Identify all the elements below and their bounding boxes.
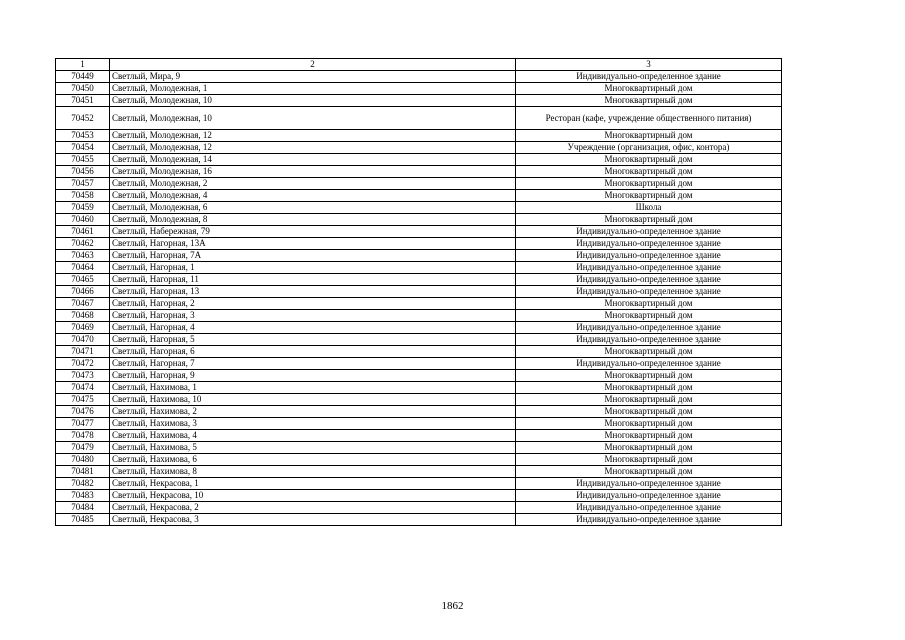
record-number-cell: 70472 (56, 358, 110, 370)
table-row (56, 166, 782, 178)
building-type-cell: Многоквартирный дом (516, 466, 782, 478)
address-cell: Светлый, Нагорная, 4 (110, 322, 516, 334)
record-number-cell: 70450 (56, 83, 110, 95)
table-row (56, 394, 782, 406)
record-number-cell: 70453 (56, 130, 110, 142)
address-cell: Светлый, Нагорная, 5 (110, 334, 516, 346)
table-row (56, 322, 782, 334)
table-row (56, 466, 782, 478)
address-cell: Светлый, Нагорная, 13А (110, 238, 516, 250)
table-row (56, 418, 782, 430)
table-body (56, 59, 782, 526)
record-number-cell: 70465 (56, 274, 110, 286)
page-number: 1862 (441, 600, 464, 612)
address-cell: Светлый, Молодежная, 16 (110, 166, 516, 178)
building-type-cell: Многоквартирный дом (516, 154, 782, 166)
address-cell: Светлый, Нагорная, 7 (110, 358, 516, 370)
address-cell: Светлый, Нагорная, 11 (110, 274, 516, 286)
address-cell: Светлый, Нагорная, 1 (110, 262, 516, 274)
building-type-cell: Многоквартирный дом (516, 130, 782, 142)
record-number-cell: 70449 (56, 71, 110, 83)
building-type-cell: Многоквартирный дом (516, 430, 782, 442)
record-number-cell: 70482 (56, 478, 110, 490)
building-type-cell: Многоквартирный дом (516, 190, 782, 202)
record-number-cell: 70476 (56, 406, 110, 418)
record-number-cell: 70462 (56, 238, 110, 250)
table-row (56, 370, 782, 382)
building-type-cell: Индивидуально-определенное здание (516, 286, 782, 298)
building-type-cell: Школа (516, 202, 782, 214)
address-cell: Светлый, Молодежная, 12 (110, 130, 516, 142)
record-number-cell: 70461 (56, 226, 110, 238)
column-header-2: 2 (110, 59, 516, 71)
address-cell: Светлый, Молодежная, 4 (110, 190, 516, 202)
address-cell: Светлый, Набережная, 79 (110, 226, 516, 238)
building-type-cell: Индивидуально-определенное здание (516, 334, 782, 346)
table-row (56, 310, 782, 322)
building-type-cell: Индивидуально-определенное здание (516, 274, 782, 286)
record-number-cell: 70452 (56, 107, 110, 130)
table-row (56, 262, 782, 274)
table-row (56, 490, 782, 502)
building-type-cell: Индивидуально-определенное здание (516, 358, 782, 370)
table-row (56, 358, 782, 370)
record-number-cell: 70457 (56, 178, 110, 190)
building-type-cell: Многоквартирный дом (516, 442, 782, 454)
address-cell: Светлый, Нагорная, 7А (110, 250, 516, 262)
building-type-cell: Индивидуально-определенное здание (516, 478, 782, 490)
table-row (56, 226, 782, 238)
table-row (56, 406, 782, 418)
address-cell: Светлый, Нахимова, 2 (110, 406, 516, 418)
table-row (56, 382, 782, 394)
building-type-cell: Многоквартирный дом (516, 382, 782, 394)
table-row (56, 298, 782, 310)
table-row (56, 190, 782, 202)
record-number-cell: 70470 (56, 334, 110, 346)
record-number-cell: 70459 (56, 202, 110, 214)
table-row (56, 83, 782, 95)
table-row (56, 454, 782, 466)
address-cell: Светлый, Нахимова, 3 (110, 418, 516, 430)
address-cell: Светлый, Молодежная, 14 (110, 154, 516, 166)
record-number-cell: 70454 (56, 142, 110, 154)
record-number-cell: 70460 (56, 214, 110, 226)
building-type-cell: Индивидуально-определенное здание (516, 250, 782, 262)
record-number-cell: 70458 (56, 190, 110, 202)
record-number-cell: 70477 (56, 418, 110, 430)
building-type-cell: Многоквартирный дом (516, 83, 782, 95)
address-cell: Светлый, Молодежная, 1 (110, 83, 516, 95)
address-cell: Светлый, Нахимова, 10 (110, 394, 516, 406)
record-number-cell: 70467 (56, 298, 110, 310)
table-row (56, 95, 782, 107)
table-row (56, 202, 782, 214)
table-row (56, 154, 782, 166)
address-cell: Светлый, Нахимова, 1 (110, 382, 516, 394)
building-type-cell: Многоквартирный дом (516, 406, 782, 418)
address-cell: Светлый, Нагорная, 6 (110, 346, 516, 358)
table-row (56, 214, 782, 226)
address-cell: Светлый, Молодежная, 8 (110, 214, 516, 226)
table-row (56, 130, 782, 142)
building-type-cell: Индивидуально-определенное здание (516, 490, 782, 502)
building-type-cell: Многоквартирный дом (516, 370, 782, 382)
address-cell: Светлый, Нагорная, 2 (110, 298, 516, 310)
building-type-cell: Индивидуально-определенное здание (516, 322, 782, 334)
address-cell: Светлый, Некрасова, 10 (110, 490, 516, 502)
address-cell: Светлый, Молодежная, 6 (110, 202, 516, 214)
record-number-cell: 70475 (56, 394, 110, 406)
building-type-cell: Индивидуально-определенное здание (516, 502, 782, 514)
address-cell: Светлый, Нахимова, 5 (110, 442, 516, 454)
table-row (56, 274, 782, 286)
building-type-cell: Многоквартирный дом (516, 310, 782, 322)
building-type-cell: Ресторан (кафе, учреждение общественного питания) (516, 107, 782, 130)
table-row (56, 286, 782, 298)
building-type-cell: Многоквартирный дом (516, 454, 782, 466)
building-type-cell: Индивидуально-определенное здание (516, 238, 782, 250)
building-type-cell: Многоквартирный дом (516, 298, 782, 310)
record-number-cell: 70484 (56, 502, 110, 514)
property-table (55, 58, 782, 526)
address-cell: Светлый, Молодежная, 12 (110, 142, 516, 154)
column-header-1: 1 (56, 59, 110, 71)
column-header-3: 3 (516, 59, 782, 71)
record-number-cell: 70485 (56, 514, 110, 526)
record-number-cell: 70463 (56, 250, 110, 262)
address-cell: Светлый, Нахимова, 6 (110, 454, 516, 466)
table-row (56, 334, 782, 346)
address-cell: Светлый, Нахимова, 4 (110, 430, 516, 442)
building-type-cell: Многоквартирный дом (516, 394, 782, 406)
record-number-cell: 70464 (56, 262, 110, 274)
record-number-cell: 70466 (56, 286, 110, 298)
record-number-cell: 70468 (56, 310, 110, 322)
record-number-cell: 70479 (56, 442, 110, 454)
building-type-cell: Индивидуально-определенное здание (516, 226, 782, 238)
address-cell: Светлый, Некрасова, 2 (110, 502, 516, 514)
record-number-cell: 70478 (56, 430, 110, 442)
address-cell: Светлый, Некрасова, 1 (110, 478, 516, 490)
table-row (56, 346, 782, 358)
building-type-cell: Многоквартирный дом (516, 214, 782, 226)
record-number-cell: 70474 (56, 382, 110, 394)
record-number-cell: 70455 (56, 154, 110, 166)
record-number-cell: 70471 (56, 346, 110, 358)
building-type-cell: Многоквартирный дом (516, 418, 782, 430)
building-type-cell: Индивидуально-определенное здание (516, 262, 782, 274)
record-number-cell: 70473 (56, 370, 110, 382)
building-type-cell: Многоквартирный дом (516, 178, 782, 190)
building-type-cell: Многоквартирный дом (516, 166, 782, 178)
address-cell: Светлый, Молодежная, 10 (110, 95, 516, 107)
table-row (56, 142, 782, 154)
table-header-row (56, 59, 782, 71)
address-cell: Светлый, Нахимова, 8 (110, 466, 516, 478)
building-type-cell: Индивидуально-определенное здание (516, 514, 782, 526)
record-number-cell: 70469 (56, 322, 110, 334)
address-cell: Светлый, Молодежная, 10 (110, 107, 516, 130)
building-type-cell: Учреждение (организация, офис, контора) (516, 142, 782, 154)
building-type-cell: Многоквартирный дом (516, 346, 782, 358)
record-number-cell: 70456 (56, 166, 110, 178)
address-cell: Светлый, Молодежная, 2 (110, 178, 516, 190)
table-row (56, 442, 782, 454)
building-type-cell: Индивидуально-определенное здание (516, 71, 782, 83)
table-row (56, 107, 782, 130)
address-cell: Светлый, Нагорная, 3 (110, 310, 516, 322)
address-cell: Светлый, Нагорная, 9 (110, 370, 516, 382)
record-number-cell: 70481 (56, 466, 110, 478)
table-row (56, 430, 782, 442)
table-row (56, 250, 782, 262)
table-row (56, 178, 782, 190)
address-cell: Светлый, Мира, 9 (110, 71, 516, 83)
record-number-cell: 70451 (56, 95, 110, 107)
address-cell: Светлый, Нагорная, 13 (110, 286, 516, 298)
address-cell: Светлый, Некрасова, 3 (110, 514, 516, 526)
table-row (56, 71, 782, 83)
record-number-cell: 70480 (56, 454, 110, 466)
building-type-cell: Многоквартирный дом (516, 95, 782, 107)
table-row (56, 478, 782, 490)
table-row (56, 238, 782, 250)
table-row (56, 514, 782, 526)
table-row (56, 502, 782, 514)
record-number-cell: 70483 (56, 490, 110, 502)
